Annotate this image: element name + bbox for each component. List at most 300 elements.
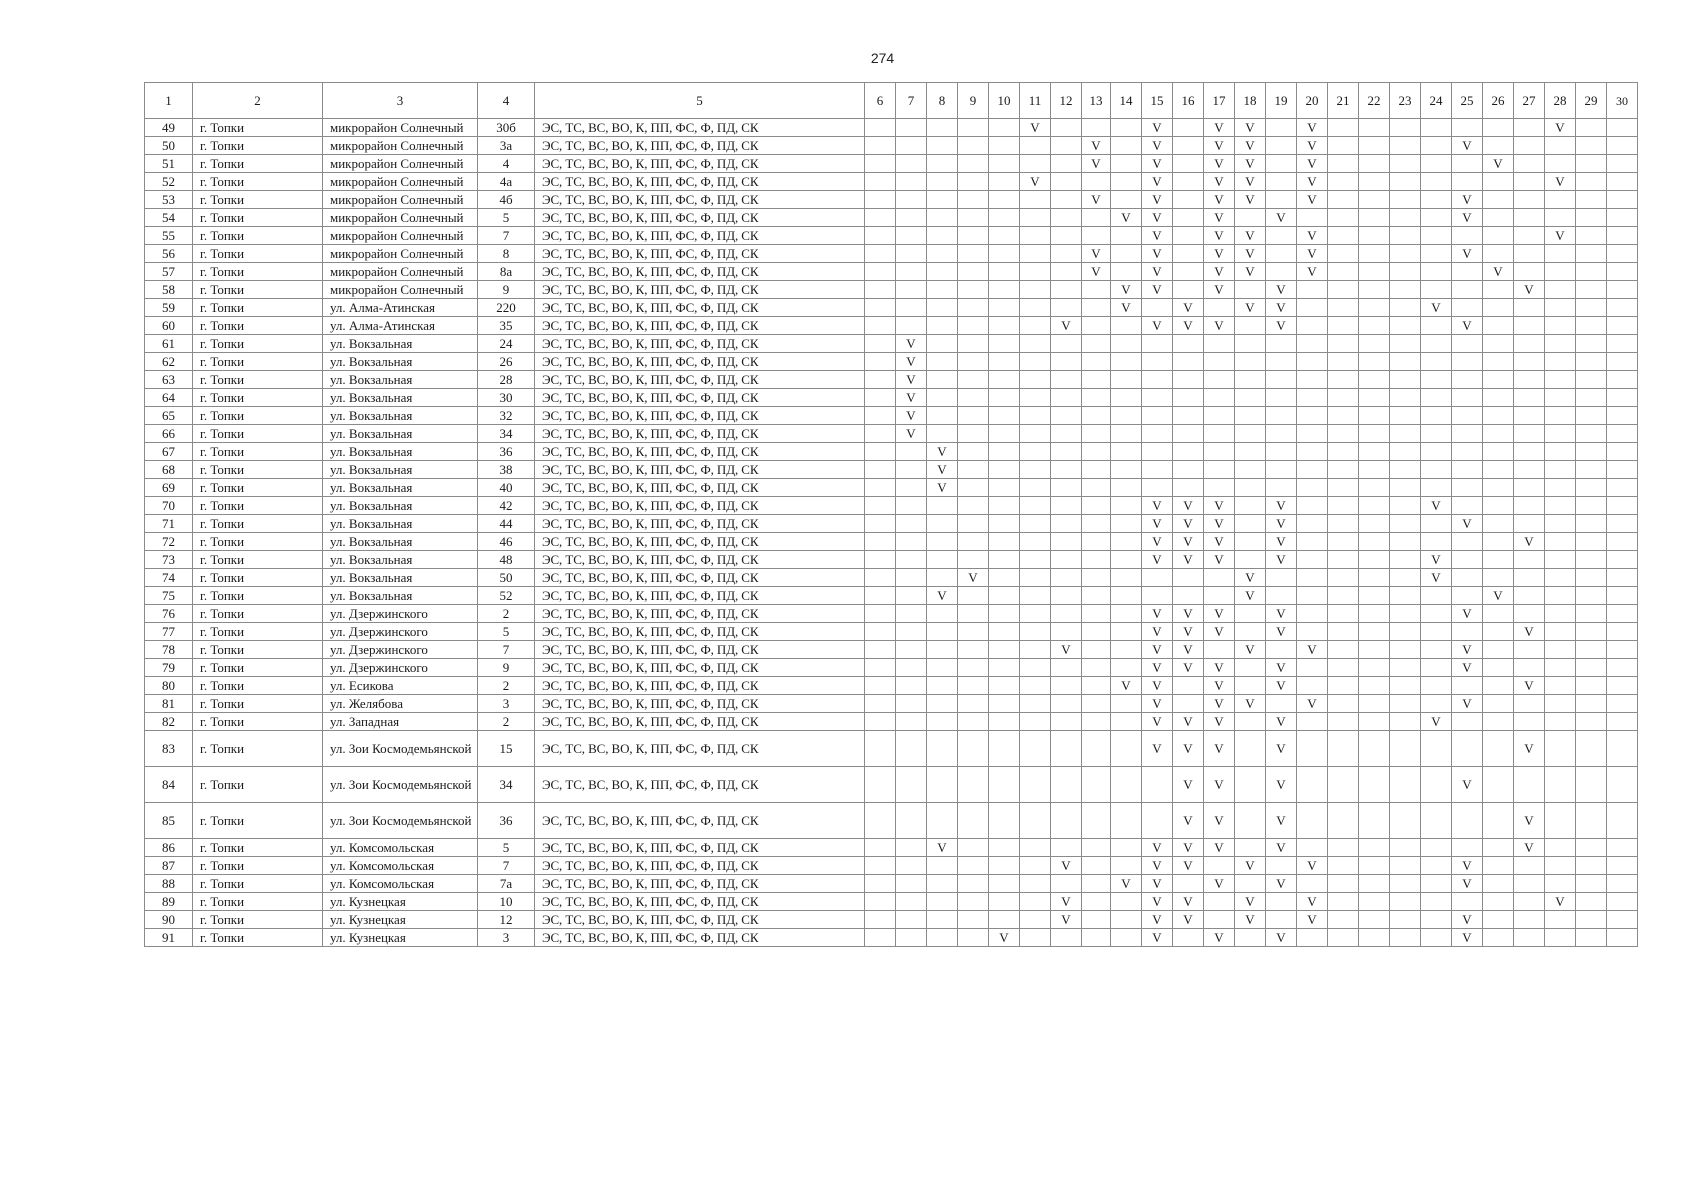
empty-cell (1390, 137, 1421, 155)
empty-cell (1576, 407, 1607, 425)
empty-cell (1483, 137, 1514, 155)
empty-cell (1390, 407, 1421, 425)
empty-cell (1020, 389, 1051, 407)
empty-cell (1204, 587, 1235, 605)
empty-cell (1576, 389, 1607, 407)
empty-cell (865, 623, 896, 641)
empty-cell (1576, 479, 1607, 497)
empty-cell (1111, 317, 1142, 335)
empty-cell (1111, 893, 1142, 911)
table-row (145, 191, 1638, 209)
check-mark-cell: V (1452, 245, 1483, 263)
empty-cell (1173, 191, 1204, 209)
empty-cell (1359, 569, 1390, 587)
empty-cell (1328, 857, 1359, 875)
empty-cell (958, 389, 989, 407)
empty-cell (1297, 407, 1328, 425)
row-number-cell: 70 (145, 497, 193, 515)
empty-cell (1082, 929, 1111, 947)
empty-cell (896, 623, 927, 641)
empty-cell (1576, 371, 1607, 389)
empty-cell (1111, 263, 1142, 281)
empty-cell (1173, 425, 1204, 443)
empty-cell (1390, 173, 1421, 191)
check-mark-cell: V (1142, 551, 1173, 569)
empty-cell (927, 371, 958, 389)
empty-cell (1051, 551, 1082, 569)
empty-cell (1051, 605, 1082, 623)
empty-cell (1545, 155, 1576, 173)
check-mark-cell: V (1204, 155, 1235, 173)
city-cell: г. Топки (193, 317, 323, 335)
check-mark-cell: V (1142, 317, 1173, 335)
empty-cell (1483, 713, 1514, 731)
check-mark-cell: V (1204, 929, 1235, 947)
empty-cell (1576, 443, 1607, 461)
check-mark-cell: V (1142, 191, 1173, 209)
empty-cell (896, 461, 927, 479)
check-mark-cell: V (1483, 587, 1514, 605)
empty-cell (1545, 839, 1576, 857)
check-mark-cell: V (1297, 227, 1328, 245)
table-row (145, 335, 1638, 353)
city-cell: г. Топки (193, 425, 323, 443)
empty-cell (989, 677, 1020, 695)
empty-cell (1545, 767, 1576, 803)
empty-cell (1020, 191, 1051, 209)
check-mark-cell: V (1204, 767, 1235, 803)
empty-cell (1390, 839, 1421, 857)
check-mark-cell: V (1514, 677, 1545, 695)
empty-cell (1235, 839, 1266, 857)
row-number-cell: 67 (145, 443, 193, 461)
street-cell: микрорайон Солнечный (323, 155, 478, 173)
empty-cell (1142, 461, 1173, 479)
empty-cell (989, 227, 1020, 245)
check-mark-cell: V (1204, 245, 1235, 263)
empty-cell (1328, 731, 1359, 767)
empty-cell (1051, 137, 1082, 155)
services-cell: ЭС, ТС, ВС, ВО, К, ПП, ФС, Ф, ПД, СК (535, 155, 865, 173)
empty-cell (1421, 911, 1452, 929)
services-cell: ЭС, ТС, ВС, ВО, К, ПП, ФС, Ф, ПД, СК (535, 929, 865, 947)
empty-cell (1452, 497, 1483, 515)
empty-cell (1328, 929, 1359, 947)
empty-cell (896, 641, 927, 659)
empty-cell (1235, 317, 1266, 335)
empty-cell (1359, 389, 1390, 407)
empty-cell (989, 245, 1020, 263)
empty-cell (1051, 515, 1082, 533)
empty-cell (1359, 659, 1390, 677)
column-header-23: 23 (1390, 83, 1421, 119)
check-mark-cell: V (1142, 857, 1173, 875)
empty-cell (989, 425, 1020, 443)
empty-cell (1173, 569, 1204, 587)
check-mark-cell: V (1111, 281, 1142, 299)
empty-cell (1514, 659, 1545, 677)
row-number-cell: 75 (145, 587, 193, 605)
check-mark-cell: V (1142, 155, 1173, 173)
empty-cell (1359, 371, 1390, 389)
empty-cell (1235, 929, 1266, 947)
column-header-15: 15 (1142, 83, 1173, 119)
house-cell: 2 (478, 677, 535, 695)
empty-cell (1421, 677, 1452, 695)
empty-cell (1111, 929, 1142, 947)
check-mark-cell: V (1204, 659, 1235, 677)
table-row (145, 587, 1638, 605)
check-mark-cell: V (1204, 119, 1235, 137)
empty-cell (1576, 659, 1607, 677)
empty-cell (1020, 317, 1051, 335)
empty-cell (1390, 677, 1421, 695)
empty-cell (1514, 443, 1545, 461)
check-mark-cell: V (1020, 119, 1051, 137)
empty-cell (1483, 857, 1514, 875)
empty-cell (1514, 911, 1545, 929)
empty-cell (1514, 335, 1545, 353)
empty-cell (1359, 443, 1390, 461)
check-mark-cell: V (989, 929, 1020, 947)
street-cell: ул. Вокзальная (323, 335, 478, 353)
empty-cell (1111, 461, 1142, 479)
empty-cell (989, 587, 1020, 605)
empty-cell (1020, 641, 1051, 659)
empty-cell (958, 191, 989, 209)
services-cell: ЭС, ТС, ВС, ВО, К, ПП, ФС, Ф, ПД, СК (535, 695, 865, 713)
empty-cell (1204, 443, 1235, 461)
check-mark-cell: V (1082, 245, 1111, 263)
empty-cell (1607, 461, 1638, 479)
empty-cell (958, 677, 989, 695)
empty-cell (865, 929, 896, 947)
check-mark-cell: V (1297, 155, 1328, 173)
street-cell: ул. Алма-Атинская (323, 299, 478, 317)
empty-cell (1142, 353, 1173, 371)
services-cell: ЭС, ТС, ВС, ВО, К, ПП, ФС, Ф, ПД, СК (535, 839, 865, 857)
empty-cell (1020, 335, 1051, 353)
empty-cell (1082, 569, 1111, 587)
city-cell: г. Топки (193, 173, 323, 191)
house-cell: 44 (478, 515, 535, 533)
empty-cell (865, 191, 896, 209)
empty-cell (1359, 623, 1390, 641)
empty-cell (1111, 515, 1142, 533)
empty-cell (958, 857, 989, 875)
empty-cell (1328, 875, 1359, 893)
house-cell: 50 (478, 569, 535, 587)
empty-cell (1607, 407, 1638, 425)
empty-cell (1020, 659, 1051, 677)
empty-cell (958, 587, 989, 605)
table-row (145, 371, 1638, 389)
check-mark-cell: V (1204, 695, 1235, 713)
empty-cell (1020, 911, 1051, 929)
check-mark-cell: V (1142, 119, 1173, 137)
empty-cell (1359, 641, 1390, 659)
empty-cell (989, 695, 1020, 713)
check-mark-cell: V (1235, 695, 1266, 713)
empty-cell (1204, 641, 1235, 659)
empty-cell (958, 875, 989, 893)
check-mark-cell: V (1142, 137, 1173, 155)
house-cell: 8 (478, 245, 535, 263)
empty-cell (1576, 623, 1607, 641)
empty-cell (1421, 425, 1452, 443)
empty-cell (1173, 281, 1204, 299)
empty-cell (1204, 353, 1235, 371)
empty-cell (1173, 407, 1204, 425)
empty-cell (1421, 839, 1452, 857)
city-cell: г. Топки (193, 389, 323, 407)
empty-cell (1483, 281, 1514, 299)
empty-cell (1607, 767, 1638, 803)
empty-cell (865, 605, 896, 623)
empty-cell (958, 137, 989, 155)
empty-cell (927, 677, 958, 695)
empty-cell (1576, 731, 1607, 767)
check-mark-cell: V (927, 461, 958, 479)
empty-cell (1204, 371, 1235, 389)
empty-cell (1607, 893, 1638, 911)
empty-cell (958, 713, 989, 731)
services-cell: ЭС, ТС, ВС, ВО, К, ПП, ФС, Ф, ПД, СК (535, 281, 865, 299)
services-cell: ЭС, ТС, ВС, ВО, К, ПП, ФС, Ф, ПД, СК (535, 245, 865, 263)
empty-cell (1607, 443, 1638, 461)
empty-cell (927, 263, 958, 281)
check-mark-cell: V (1204, 317, 1235, 335)
empty-cell (1328, 191, 1359, 209)
empty-cell (1607, 857, 1638, 875)
check-mark-cell: V (1173, 497, 1204, 515)
empty-cell (1328, 659, 1359, 677)
empty-cell (1607, 587, 1638, 605)
empty-cell (1051, 659, 1082, 677)
empty-cell (1082, 299, 1111, 317)
street-cell: ул. Зои Космодемьянской (323, 803, 478, 839)
empty-cell (1452, 479, 1483, 497)
house-cell: 7 (478, 641, 535, 659)
empty-cell (1545, 461, 1576, 479)
empty-cell (1020, 299, 1051, 317)
table-row (145, 497, 1638, 515)
empty-cell (1545, 695, 1576, 713)
services-cell: ЭС, ТС, ВС, ВО, К, ПП, ФС, Ф, ПД, СК (535, 893, 865, 911)
check-mark-cell: V (1266, 731, 1297, 767)
empty-cell (1082, 551, 1111, 569)
column-header-3: 3 (323, 83, 478, 119)
empty-cell (1607, 659, 1638, 677)
empty-cell (1111, 587, 1142, 605)
check-mark-cell: V (1173, 803, 1204, 839)
empty-cell (1328, 767, 1359, 803)
house-cell: 35 (478, 317, 535, 335)
empty-cell (1545, 929, 1576, 947)
empty-cell (1328, 461, 1359, 479)
empty-cell (1452, 407, 1483, 425)
check-mark-cell: V (1266, 623, 1297, 641)
check-mark-cell: V (1204, 605, 1235, 623)
column-header-25: 25 (1452, 83, 1483, 119)
check-mark-cell: V (1142, 245, 1173, 263)
empty-cell (958, 731, 989, 767)
empty-cell (1514, 857, 1545, 875)
empty-cell (1452, 713, 1483, 731)
empty-cell (989, 803, 1020, 839)
table-row (145, 137, 1638, 155)
empty-cell (1266, 119, 1297, 137)
empty-cell (1297, 803, 1328, 839)
empty-cell (1452, 227, 1483, 245)
empty-cell (1390, 461, 1421, 479)
empty-cell (1051, 695, 1082, 713)
services-cell: ЭС, ТС, ВС, ВО, К, ПП, ФС, Ф, ПД, СК (535, 911, 865, 929)
services-cell: ЭС, ТС, ВС, ВО, К, ПП, ФС, Ф, ПД, СК (535, 317, 865, 335)
services-cell: ЭС, ТС, ВС, ВО, К, ПП, ФС, Ф, ПД, СК (535, 299, 865, 317)
empty-cell (1514, 227, 1545, 245)
empty-cell (1452, 155, 1483, 173)
check-mark-cell: V (1266, 605, 1297, 623)
empty-cell (958, 227, 989, 245)
check-mark-cell: V (1235, 119, 1266, 137)
check-mark-cell: V (1514, 731, 1545, 767)
check-mark-cell: V (1204, 839, 1235, 857)
empty-cell (896, 281, 927, 299)
check-mark-cell: V (1051, 857, 1082, 875)
empty-cell (1235, 731, 1266, 767)
empty-cell (1421, 587, 1452, 605)
empty-cell (1142, 389, 1173, 407)
row-number-cell: 76 (145, 605, 193, 623)
empty-cell (1051, 155, 1082, 173)
empty-cell (1359, 461, 1390, 479)
empty-cell (1390, 443, 1421, 461)
empty-cell (1576, 695, 1607, 713)
empty-cell (927, 929, 958, 947)
empty-cell (1235, 803, 1266, 839)
house-cell: 36 (478, 443, 535, 461)
empty-cell (1483, 335, 1514, 353)
empty-cell (927, 209, 958, 227)
city-cell: г. Топки (193, 335, 323, 353)
house-cell: 9 (478, 659, 535, 677)
city-cell: г. Топки (193, 659, 323, 677)
city-cell: г. Топки (193, 479, 323, 497)
empty-cell (1483, 641, 1514, 659)
city-cell: г. Топки (193, 587, 323, 605)
city-cell: г. Топки (193, 569, 323, 587)
empty-cell (1545, 731, 1576, 767)
street-cell: ул. Кузнецкая (323, 893, 478, 911)
services-cell: ЭС, ТС, ВС, ВО, К, ПП, ФС, Ф, ПД, СК (535, 731, 865, 767)
empty-cell (1266, 911, 1297, 929)
empty-cell (1359, 803, 1390, 839)
empty-cell (1020, 443, 1051, 461)
empty-cell (1359, 857, 1390, 875)
empty-cell (1359, 335, 1390, 353)
empty-cell (1051, 353, 1082, 371)
empty-cell (1545, 299, 1576, 317)
empty-cell (1483, 551, 1514, 569)
empty-cell (1173, 389, 1204, 407)
empty-cell (1297, 875, 1328, 893)
empty-cell (1359, 515, 1390, 533)
column-header-9: 9 (958, 83, 989, 119)
check-mark-cell: V (1173, 605, 1204, 623)
check-mark-cell: V (1266, 713, 1297, 731)
empty-cell (958, 173, 989, 191)
empty-cell (1576, 767, 1607, 803)
row-number-cell: 81 (145, 695, 193, 713)
column-header-24: 24 (1421, 83, 1452, 119)
empty-cell (1266, 695, 1297, 713)
check-mark-cell: V (1173, 911, 1204, 929)
empty-cell (927, 731, 958, 767)
empty-cell (1328, 263, 1359, 281)
empty-cell (1173, 173, 1204, 191)
check-mark-cell: V (1545, 893, 1576, 911)
row-number-cell: 80 (145, 677, 193, 695)
check-mark-cell: V (1204, 533, 1235, 551)
empty-cell (1421, 515, 1452, 533)
empty-cell (1607, 335, 1638, 353)
empty-cell (1359, 929, 1390, 947)
table-row (145, 839, 1638, 857)
row-number-cell: 55 (145, 227, 193, 245)
empty-cell (1020, 407, 1051, 425)
empty-cell (989, 407, 1020, 425)
check-mark-cell: V (1514, 533, 1545, 551)
empty-cell (1235, 389, 1266, 407)
empty-cell (1328, 137, 1359, 155)
empty-cell (1082, 497, 1111, 515)
empty-cell (1051, 497, 1082, 515)
check-mark-cell: V (1266, 839, 1297, 857)
empty-cell (1328, 425, 1359, 443)
empty-cell (958, 245, 989, 263)
check-mark-cell: V (1297, 245, 1328, 263)
empty-cell (1051, 263, 1082, 281)
empty-cell (1452, 623, 1483, 641)
empty-cell (1452, 893, 1483, 911)
empty-cell (1607, 911, 1638, 929)
house-cell: 3а (478, 137, 535, 155)
empty-cell (1514, 569, 1545, 587)
check-mark-cell: V (1204, 551, 1235, 569)
empty-cell (1082, 677, 1111, 695)
check-mark-cell: V (1297, 191, 1328, 209)
table-row (145, 425, 1638, 443)
empty-cell (1514, 929, 1545, 947)
empty-cell (865, 875, 896, 893)
empty-cell (1545, 209, 1576, 227)
city-cell: г. Топки (193, 281, 323, 299)
empty-cell (1390, 497, 1421, 515)
empty-cell (958, 425, 989, 443)
empty-cell (1576, 551, 1607, 569)
services-cell: ЭС, ТС, ВС, ВО, К, ПП, ФС, Ф, ПД, СК (535, 371, 865, 389)
house-cell: 34 (478, 425, 535, 443)
empty-cell (1051, 587, 1082, 605)
empty-cell (1514, 875, 1545, 893)
empty-cell (1452, 425, 1483, 443)
empty-cell (1514, 389, 1545, 407)
city-cell: г. Топки (193, 407, 323, 425)
empty-cell (1328, 281, 1359, 299)
empty-cell (958, 353, 989, 371)
empty-cell (1297, 281, 1328, 299)
